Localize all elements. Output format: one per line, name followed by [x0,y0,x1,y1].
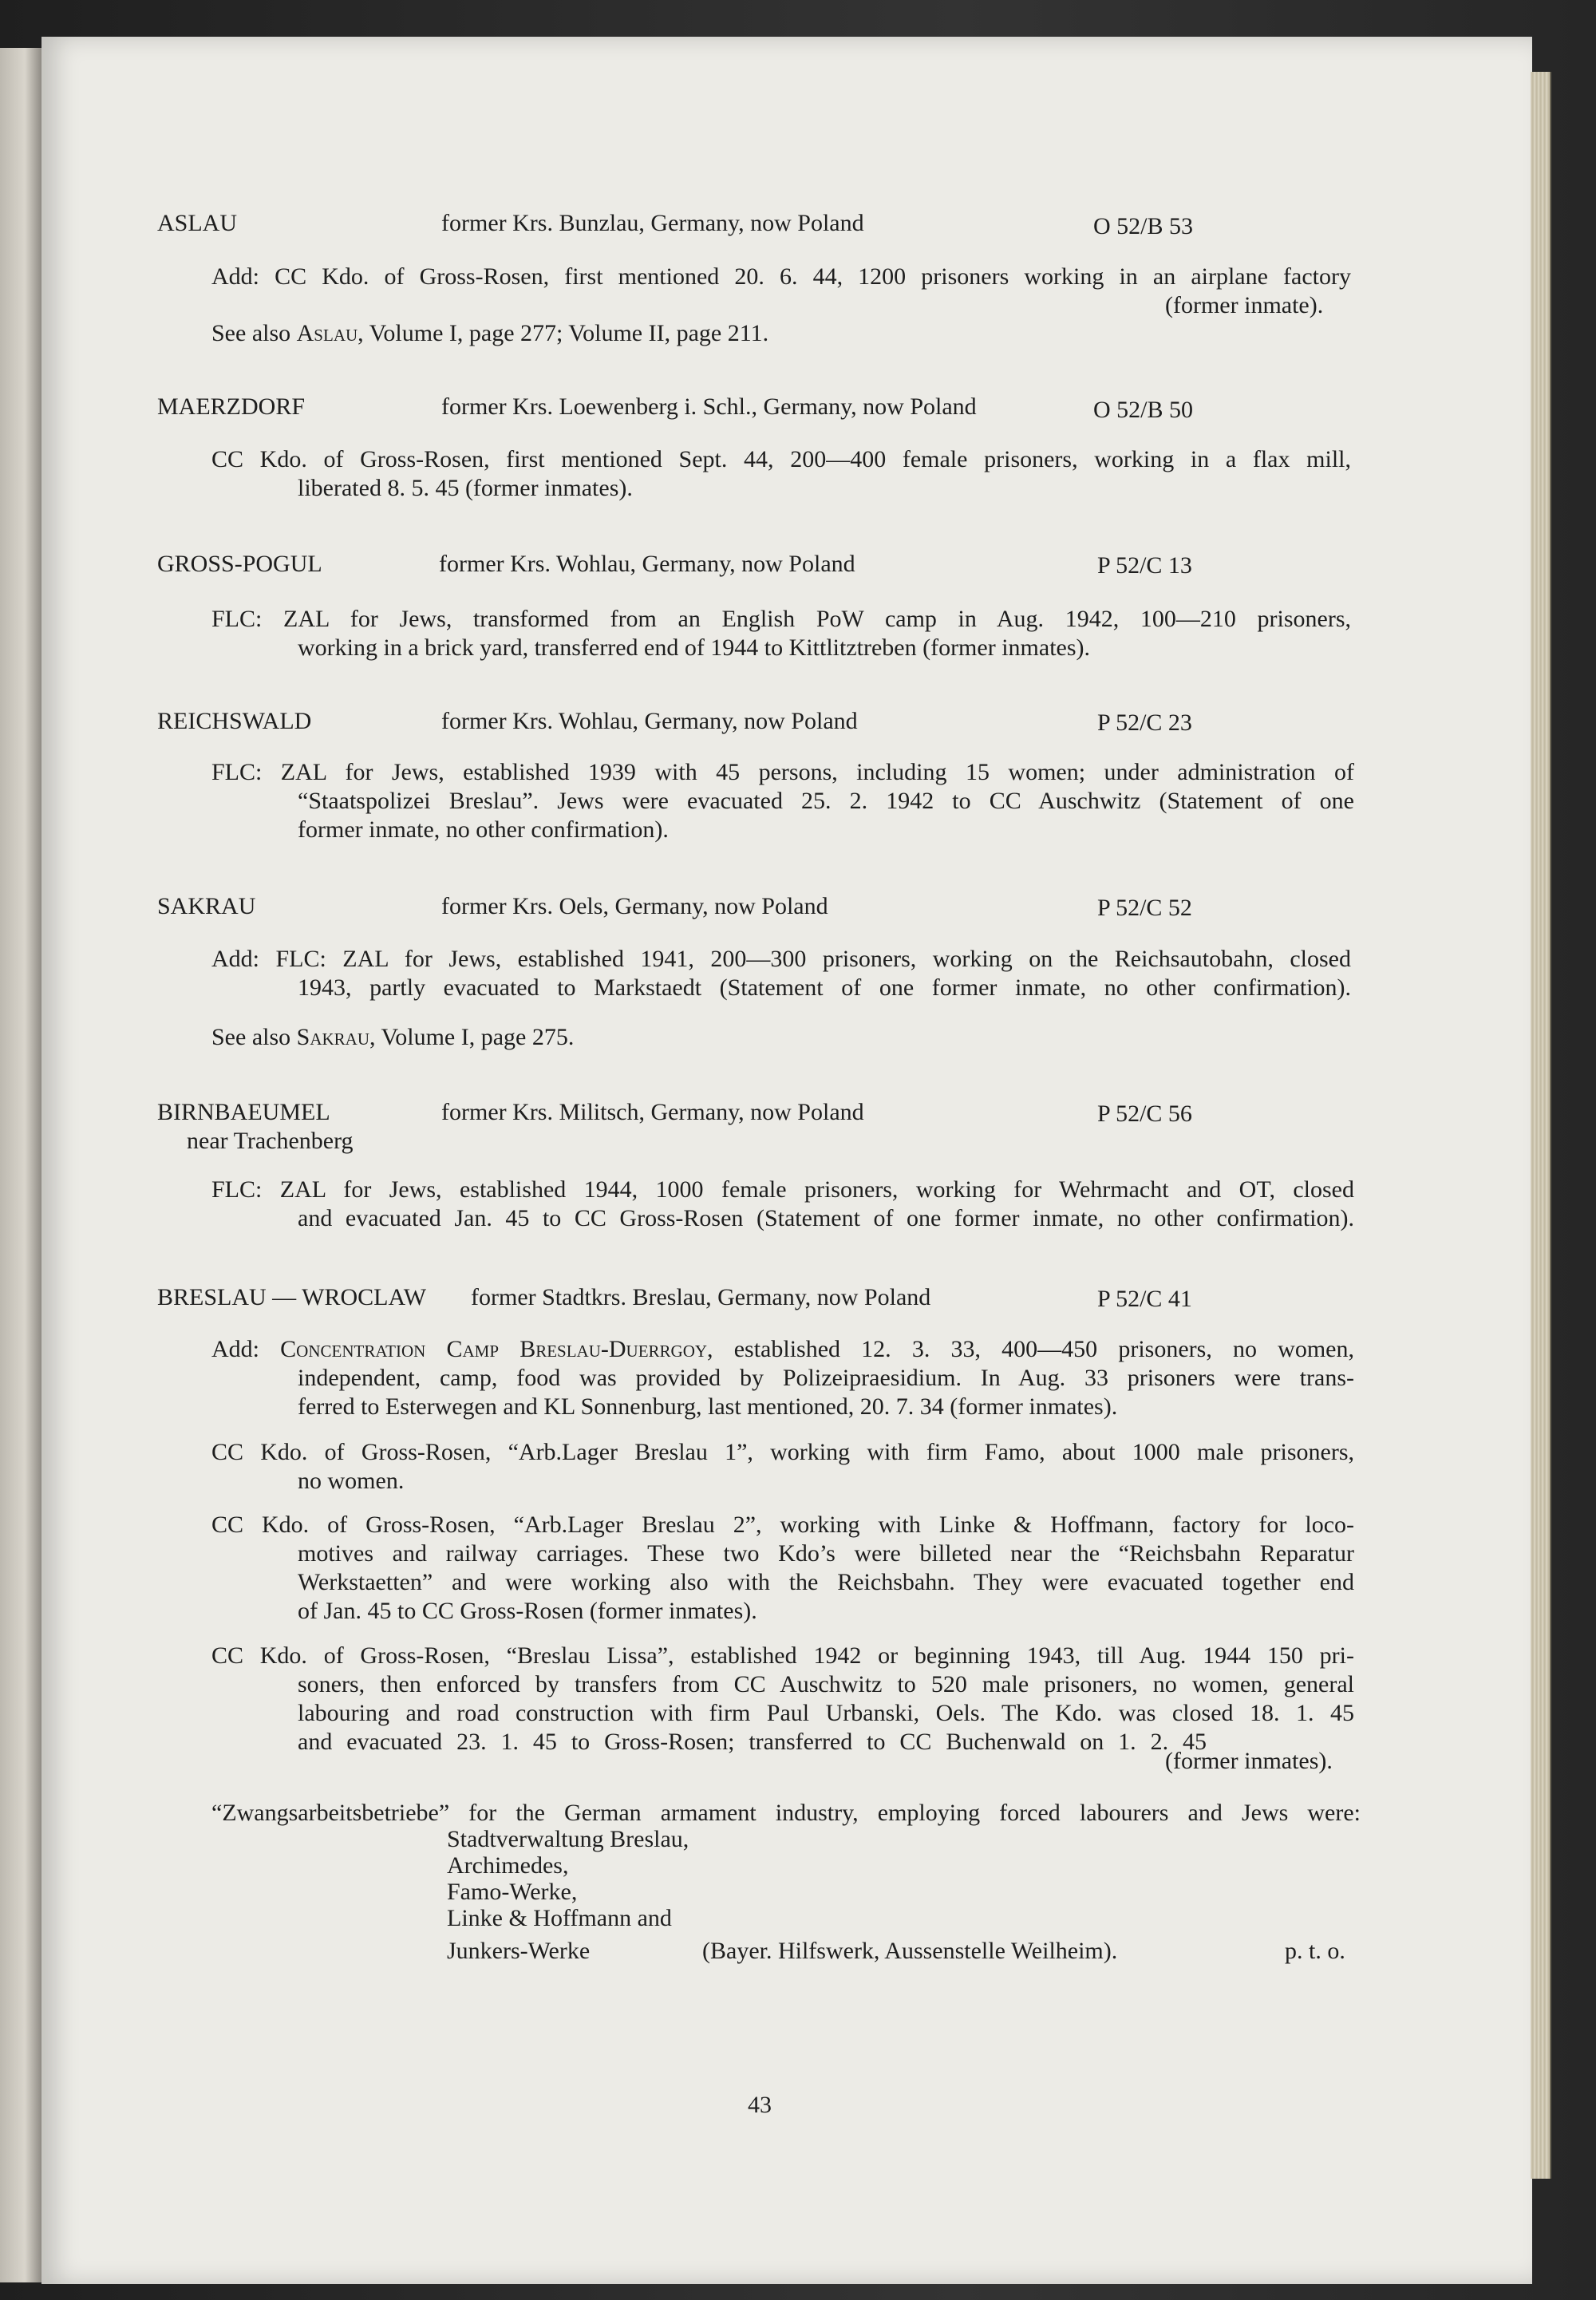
entry-text [211,1438,1354,1496]
entry-text [211,1642,1354,1757]
entry-text [211,945,1351,1002]
please-turn-over: p. t. o. [1285,1938,1345,1964]
text-line: 1943, partly evacuated to Markstaedt (Statement of one former inmate, no other confirmation). [298,974,1351,1001]
firm-list-item: Archimedes, [447,1852,569,1879]
text-line: independent, camp, food was provided by Polizeipraesidium. In Aug. 33 prisoners were trans- [298,1365,1354,1391]
firm-list-item: Junkers-Werke [447,1938,591,1964]
entry-place: MAERZDORF [157,393,306,420]
entry-place: ASLAU [157,210,238,236]
entry-text [211,1176,1354,1233]
entry-text [211,445,1351,503]
entry-grid-reference: P 52/C 52 [1097,895,1192,921]
entry-text [211,1511,1354,1626]
entry-text [211,1799,1361,1828]
entry-place: GROSS-POGUL [157,551,322,577]
entry-place: SAKRAU [157,893,256,919]
entry-location: former Krs. Loewenberg i. Schl., Germany, now Poland [441,393,977,420]
text-line: CC Kdo. of Gross-Rosen, first mentioned Sept. 44, 200—400 female prisoners, working in a flax mill, [211,446,1351,472]
entry-place: REICHSWALD [157,708,312,734]
see-also-rest: , Volume I, page 277; Volume II, page 211. [358,320,769,346]
text-line: CC Kdo. of Gross-Rosen, “Breslau Lissa”, established 1942 or beginning 1943, till Aug. 1944 150 pri- [211,1642,1354,1669]
text-line: FLC: ZAL for Jews, established 1944, 1000 female prisoners, working for Wehrmacht and OT, closed [211,1176,1354,1203]
text-line: FLC: ZAL for Jews, established 1939 with 45 persons, including 15 women; under administration of [211,759,1354,785]
see-also-name: Aslau [296,320,358,346]
entry-place: BRESLAU — WROCLAW [157,1284,427,1310]
text-line: ferred to Esterwegen and KL Sonnenburg, last mentioned, 20. 7. 34 (former inmates). [298,1393,1118,1420]
entry-location: former Krs. Wohlau, Germany, now Poland [441,708,858,734]
text-line: Add: CC Kdo. of Gross-Rosen, first mentioned 20. 6. 44, 1200 prisoners working in an airplane factory [211,263,1351,290]
text-line: (former inmate). [1165,292,1324,318]
entry-location: former Krs. Bunzlau, Germany, now Poland [441,210,864,236]
text-line: no women. [298,1468,405,1494]
see-also-reference [211,1023,574,1052]
see-also-prefix: See also [211,1024,291,1050]
entry-grid-reference: P 52/C 13 [1097,552,1192,579]
see-also-name: Sakrau [296,1024,369,1050]
text-line: Add: FLC: ZAL for Jews, established 1941, 200—300 prisoners, working on the Reichsautobahn, closed [211,946,1351,972]
text-line: and evacuated Jan. 45 to CC Gross-Rosen (Statement of one former inmate, no other confirmation). [298,1205,1354,1231]
text-line: liberated 8. 5. 45 (former inmates). [298,475,633,501]
entry-place-sub: near Trachenberg [187,1128,354,1154]
entry-text [211,758,1354,844]
entry-location: former Stadtkrs. Breslau, Germany, now Poland [471,1284,931,1310]
entry-location: former Krs. Oels, Germany, now Poland [441,893,828,919]
source-citation: (Bayer. Hilfswerk, Aussenstelle Weilheim). [702,1938,1118,1964]
text-line: soners, then enforced by transfers from CC Auschwitz to 520 male prisoners, no women, general [298,1671,1354,1697]
entry-grid-reference: P 52/C 23 [1097,709,1192,736]
text-line: (former inmates). [1165,1748,1333,1774]
text-line: CC Kdo. of Gross-Rosen, “Arb.Lager Breslau 1”, working with firm Famo, about 1000 male prisoners, [211,1439,1354,1465]
text-line: motives and railway carriages. These two Kdo’s were billeted near the “Reichsbahn Reparatur [298,1540,1354,1567]
entry-location: former Krs. Wohlau, Germany, now Poland [439,551,855,577]
text-line: Werkstaetten” and were working also with the Reichsbahn. They were evacuated together end [298,1569,1354,1595]
text-line: “Staatspolizei Breslau”. Jews were evacuated 25. 2. 1942 to CC Auschwitz (Statement of one [298,788,1354,814]
entry-grid-reference: O 52/B 53 [1093,213,1194,239]
text-fragment: , established 12. 3. 33, 400—450 prisoners, no women, [707,1336,1354,1362]
entry-grid-reference: P 52/C 41 [1097,1286,1192,1312]
entry-text [211,605,1351,662]
text-line: FLC: ZAL for Jews, transformed from an English PoW camp in Aug. 1942, 100—210 prisoners, [211,606,1351,632]
text-line: labouring and road construction with firm Paul Urbanski, Oels. The Kdo. was closed 18. 1. 45 [298,1700,1354,1726]
entry-location: former Krs. Militsch, Germany, now Poland [441,1099,864,1125]
text-line: “Zwangsarbeitsbetriebe” for the German armament industry, employing forced labourers and Jews were: [211,1800,1361,1826]
firm-list-item: Famo-Werke, [447,1879,578,1905]
text-line [211,1335,1354,1364]
text-line: CC Kdo. of Gross-Rosen, “Arb.Lager Breslau 2”, working with Linke & Hoffmann, factory for loco- [211,1512,1354,1538]
entry-grid-reference: O 52/B 50 [1093,397,1194,423]
page-number: 43 [748,2092,772,2118]
page-stack-edge [1531,72,1551,2179]
text-line: of Jan. 45 to CC Gross-Rosen (former inmates). [298,1598,757,1624]
entry-place: BIRNBAEUMEL [157,1099,330,1125]
entry-text [211,1335,1354,1421]
entry-grid-reference: P 52/C 56 [1097,1101,1192,1127]
see-also-rest: , Volume I, page 275. [369,1024,575,1050]
see-also-reference [211,319,768,348]
text-line: and evacuated 23. 1. 45 to Gross-Rosen; transferred to CC Buchenwald on 1. 2. 45 [298,1729,1207,1755]
text-line: working in a brick yard, transferred end of 1944 to Kittlitztreben (former inmates). [298,634,1091,661]
facing-page-edge [0,48,41,2282]
see-also-prefix: See also [211,320,291,346]
firm-list-item: Stadtverwaltung Breslau, [447,1826,689,1852]
add-prefix: Add: [211,1336,259,1362]
camp-name: Concentration Camp Breslau-Duerrgoy [280,1336,708,1362]
text-line: former inmate, no other confirmation). [298,816,669,843]
firm-list-item: Linke & Hoffmann and [447,1905,672,1931]
entry-text [211,263,1351,291]
